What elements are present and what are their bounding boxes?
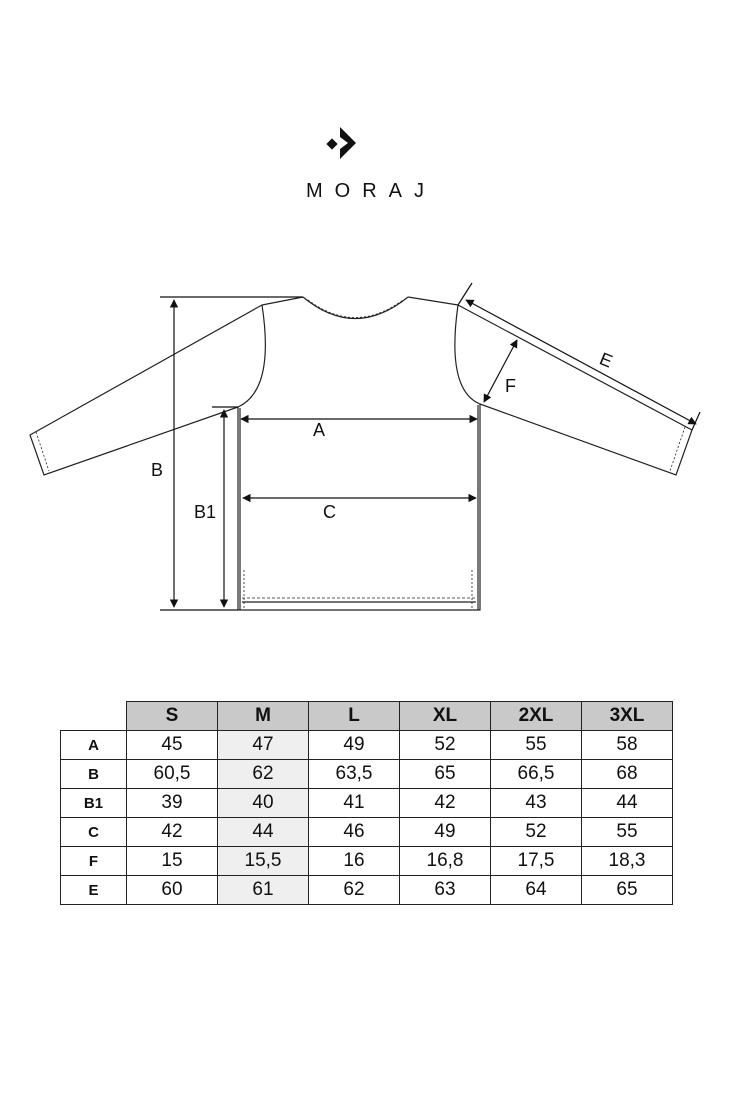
row-label: B1 <box>61 789 127 818</box>
row-label: B <box>61 760 127 789</box>
size-header-l: L <box>309 702 400 731</box>
table-cell: 49 <box>400 818 491 847</box>
table-cell: 61 <box>218 876 309 905</box>
table-cell: 52 <box>400 731 491 760</box>
brand-name: MORAJ <box>306 180 436 202</box>
table-cell: 55 <box>582 818 673 847</box>
table-row <box>61 789 673 818</box>
label-b: B <box>151 460 164 480</box>
table-row <box>61 818 673 847</box>
table-cell: 40 <box>218 789 309 818</box>
table-header-row <box>61 702 673 731</box>
row-label: A <box>61 731 127 760</box>
label-c: C <box>323 502 336 522</box>
table-cell: 39 <box>127 789 218 818</box>
table-row <box>61 760 673 789</box>
table-cell: 15 <box>127 847 218 876</box>
table-cell: 63 <box>400 876 491 905</box>
table-cell: 44 <box>218 818 309 847</box>
table-cell: 60 <box>127 876 218 905</box>
table-cell: 49 <box>309 731 400 760</box>
label-a: A <box>313 420 326 440</box>
table-cell: 65 <box>400 760 491 789</box>
table-cell: 18,3 <box>582 847 673 876</box>
table-cell: 17,5 <box>491 847 582 876</box>
table-cell: 68 <box>582 760 673 789</box>
label-b1: B1 <box>194 502 217 522</box>
table-cell: 16,8 <box>400 847 491 876</box>
table-cell: 15,5 <box>218 847 309 876</box>
row-label: C <box>61 818 127 847</box>
table-cell: 43 <box>491 789 582 818</box>
table-cell: 62 <box>309 876 400 905</box>
table-cell: 46 <box>309 818 400 847</box>
size-header-s: S <box>127 702 218 731</box>
table-cell: 62 <box>218 760 309 789</box>
table-cell: 16 <box>309 847 400 876</box>
table-cell: 63,5 <box>309 760 400 789</box>
size-header-xl: XL <box>400 702 491 731</box>
table-cell: 55 <box>491 731 582 760</box>
row-label: F <box>61 847 127 876</box>
moraj-diamond-arrow-icon <box>326 125 370 165</box>
label-e: E <box>596 348 616 372</box>
table-row <box>61 847 673 876</box>
table-cell: 66,5 <box>491 760 582 789</box>
table-cell: 42 <box>127 818 218 847</box>
table-cell: 41 <box>309 789 400 818</box>
garment-diagram <box>0 280 730 625</box>
size-chart-table <box>60 701 673 905</box>
table-cell: 60,5 <box>127 760 218 789</box>
table-cell: 58 <box>582 731 673 760</box>
table-row <box>61 731 673 760</box>
label-f: F <box>505 376 516 396</box>
size-header-3xl: 3XL <box>582 702 673 731</box>
table-cell: 64 <box>491 876 582 905</box>
garment-outline <box>30 297 692 610</box>
size-header-2xl: 2XL <box>491 702 582 731</box>
row-label: E <box>61 876 127 905</box>
table-cell: 52 <box>491 818 582 847</box>
table-row <box>61 876 673 905</box>
table-cell: 47 <box>218 731 309 760</box>
table-cell: 42 <box>400 789 491 818</box>
table-cell: 65 <box>582 876 673 905</box>
table-cell: 44 <box>582 789 673 818</box>
table-corner <box>61 702 127 731</box>
dimension-lines <box>160 283 700 610</box>
size-header-m: M <box>218 702 309 731</box>
table-cell: 45 <box>127 731 218 760</box>
